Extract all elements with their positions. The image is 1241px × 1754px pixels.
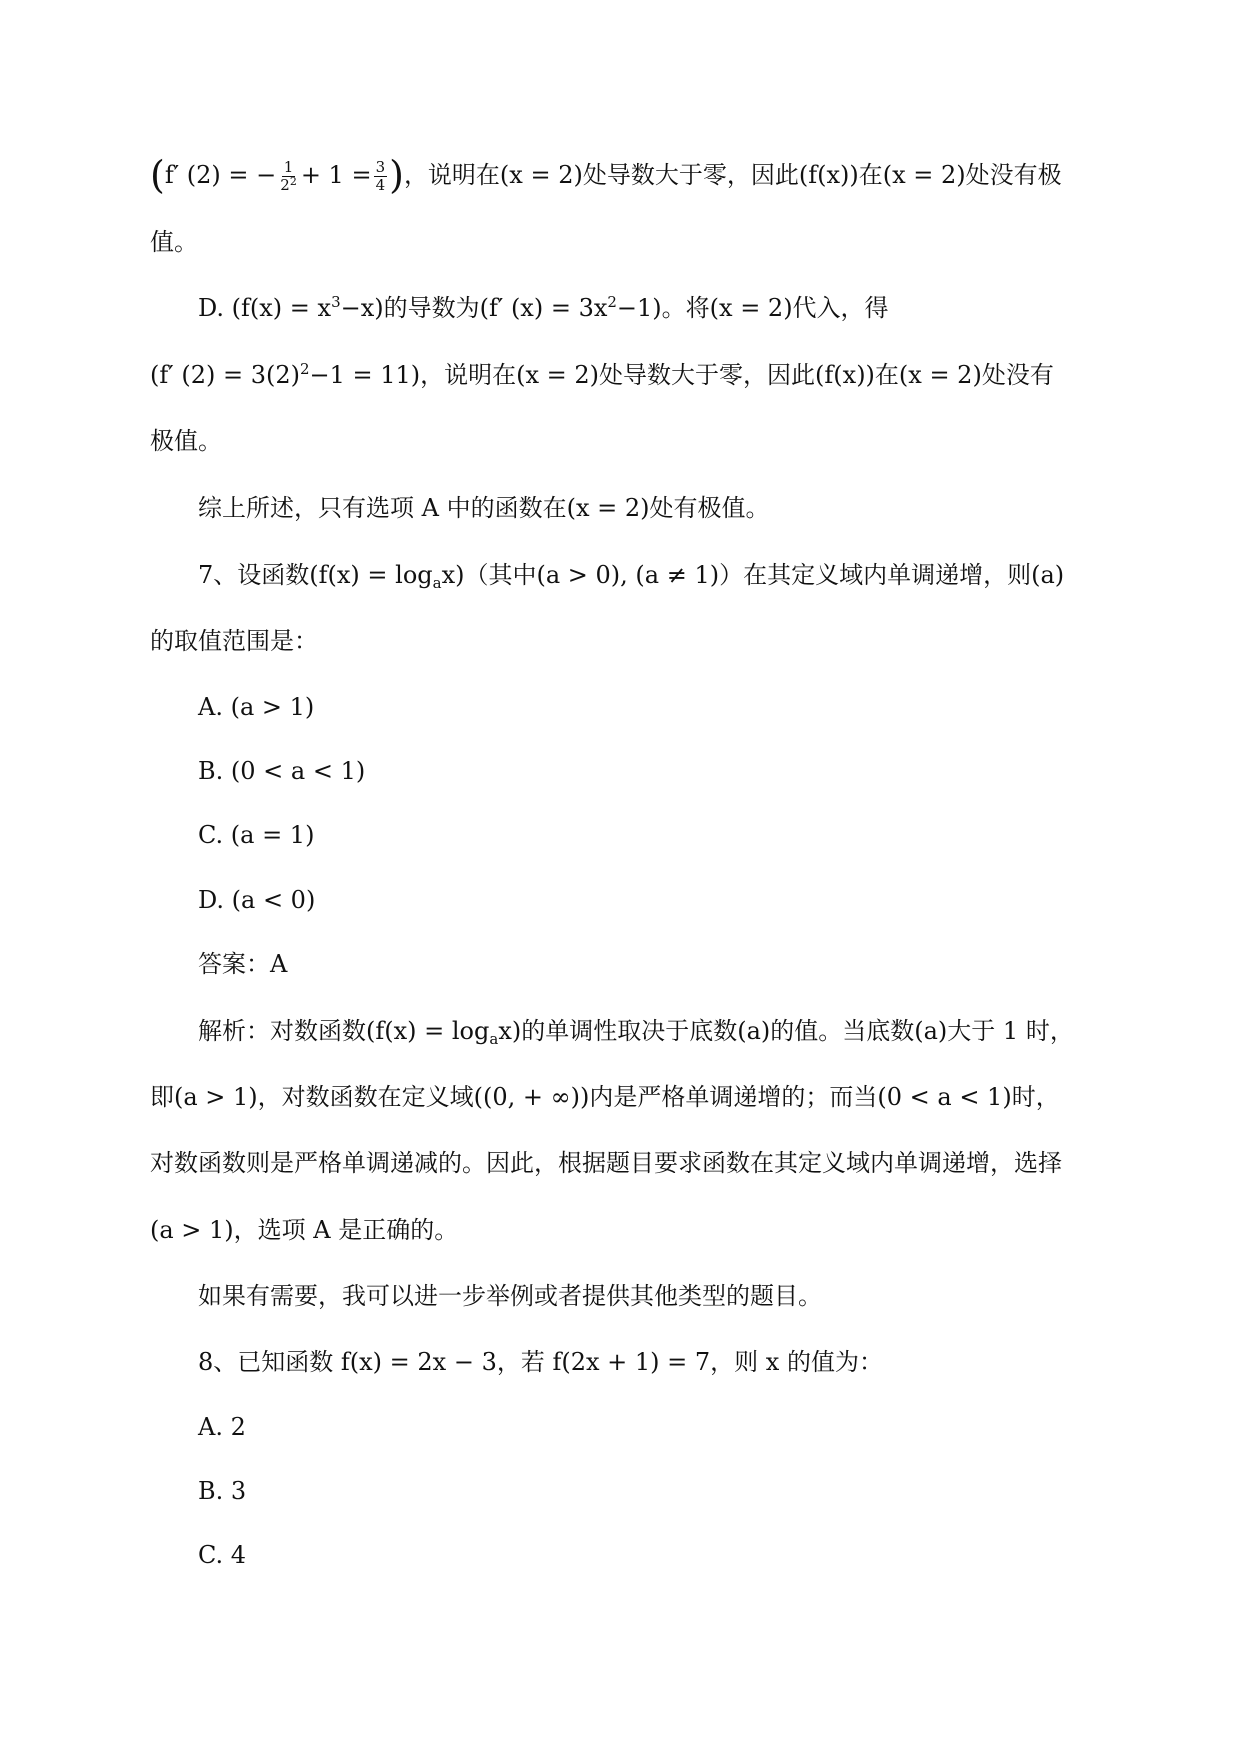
question-8-stem: 8、已知函数 f(x) = 2x − 3，若 f(2x + 1) = 7，则 x 的值为： [198, 1348, 883, 1376]
text-segment: f′ (2) = − [164, 161, 277, 189]
paragraph-line: (f′ $(2) = 3(2)^2-1 = 11$)，说明在(x = 2)处导数大于零，因此(f(x))在(x = 2)处没有 [150, 360, 1054, 389]
option-b: B. (0 < a < 1) [198, 757, 366, 785]
paragraph-line: 值。 [150, 228, 198, 256]
option-a: A. (a > 1) [198, 693, 315, 721]
fraction-one-over-two-squared: $\frac{1}{2^2}$ [280, 158, 297, 194]
option-b: B. 3 [198, 1477, 247, 1505]
subscript: a [432, 574, 442, 592]
open-paren: ( [150, 153, 165, 197]
paragraph-line: 即(a > 1)，对数函数在定义域((0, + ∞))内是严格单调递增的；而当(0 < a < 1)时， [150, 1083, 1060, 1111]
subscript: a [489, 1030, 499, 1048]
fraction-three-quarters: $\frac{3}{4}$ [375, 158, 386, 194]
summary-line: 综上所述，只有选项 A 中的函数在(x = 2)处有极值。 [198, 494, 770, 522]
exponent: 3 [331, 293, 341, 311]
option-d-solution: D. $(f(x) = x^3-x)$的导数为(f′ $(x) = 3x^2-1$)。将(x = 2)代入，得 [198, 293, 889, 322]
exponent: 2 [607, 293, 617, 311]
option-d: D. (a < 0) [198, 886, 316, 914]
text-segment: + 1 = [300, 161, 372, 189]
option-c: C. 4 [198, 1541, 247, 1569]
solution-c-line [150, 155, 1062, 195]
close-paren: ) [389, 153, 404, 197]
closing-remark: 如果有需要，我可以进一步举例或者提供其他类型的题目。 [198, 1282, 822, 1310]
analysis-line: 解析：对数函数$(f(x) = \log_ax)$的单调性取决于底数(a)的值。当底数(a)大于 1 时， [198, 1017, 1074, 1048]
answer-line: 答案：A [198, 950, 288, 978]
paragraph-line: 对数函数则是严格单调递减的。因此，根据题目要求函数在其定义域内单调递增，选择 [150, 1149, 1062, 1177]
option-a: A. 2 [198, 1413, 246, 1441]
text-segment: ，说明在(x = 2)处导数大于零，因此(f(x))在(x = 2)处没有极 [403, 161, 1062, 189]
paragraph-line: (a > 1)，选项 A 是正确的。 [150, 1216, 459, 1244]
paragraph-line: 的取值范围是： [150, 627, 318, 655]
question-7-stem: 7、设函数$(f(x) = \log_ax)$（其中(a > 0), (a ≠ 1)）在其定义域内单调递增，则(a) [198, 561, 1065, 592]
exponent: 2 [299, 360, 310, 378]
paragraph-line: 极值。 [150, 427, 222, 455]
option-c: C. (a = 1) [198, 821, 315, 849]
